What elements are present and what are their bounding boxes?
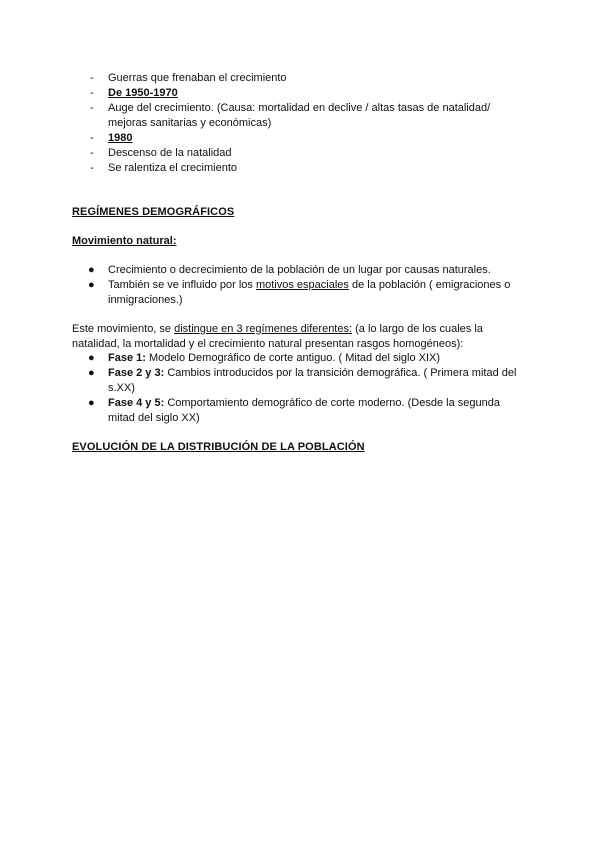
list-item	[88, 146, 508, 161]
dash-marker: -	[90, 102, 94, 114]
period-heading: 1980	[108, 132, 133, 144]
phase-label: Fase 2 y 3:	[108, 367, 165, 379]
list-item-text: Crecimiento o decrecimiento de la población de un lugar por causas naturales.	[108, 264, 491, 276]
bullet-icon: ●	[88, 367, 95, 379]
dash-marker: -	[90, 87, 94, 99]
bullet-icon: ●	[88, 352, 95, 364]
dash-marker: -	[90, 132, 94, 144]
dash-list	[88, 71, 508, 176]
phase-text: Cambios introducidos por la transición demográfica. ( Primera mitad del s.XX)	[108, 367, 517, 394]
bullet-icon: ●	[88, 264, 95, 276]
section-heading: EVOLUCIÓN DE LA DISTRIBUCIÓN DE LA POBLACIÓN	[72, 441, 365, 453]
list-item-text-post: de la población ( emigraciones o inmigraciones.)	[108, 279, 511, 306]
phase-label: Fase 1:	[108, 352, 146, 364]
list-item	[88, 161, 508, 176]
underlined-phrase: distingue en 3 regímenes diferentes:	[174, 323, 353, 335]
list-item-text: Se ralentiza el crecimiento	[108, 162, 238, 174]
intro-text-pre: Este movimiento, se	[72, 323, 175, 335]
section-heading: REGÍMENES DEMOGRÁFICOS	[72, 206, 235, 218]
dash-marker: -	[90, 72, 94, 84]
phase-label: Fase 4 y 5:	[108, 397, 165, 409]
list-item	[88, 131, 508, 146]
list-item	[88, 86, 508, 101]
list-item	[88, 366, 528, 396]
list-item	[88, 278, 528, 308]
list-item-text: Auge del crecimiento. (Causa: mortalidad en declive / altas tasas de natalidad/ mejoras sanitarias y económicas)	[108, 102, 491, 129]
period-heading: De 1950-1970	[108, 87, 178, 99]
subsection-heading: Movimiento natural:	[72, 235, 177, 247]
list-item-text-pre: También se ve influido por los	[108, 279, 256, 291]
intro-text-post: (a lo largo de los cuales la natalidad, la mortalidad y el crecimiento natural presentan rasgos homogéneos):	[72, 323, 483, 350]
phase-list	[88, 351, 528, 426]
list-item-text: Guerras que frenaban el crecimiento	[108, 72, 287, 84]
bullet-icon: ●	[88, 397, 95, 409]
phase-text: Comportamiento demográfico de corte moderno. (Desde la segunda mitad del siglo XX)	[108, 397, 500, 424]
underlined-phrase: motivos espaciales	[255, 279, 349, 291]
dash-marker: -	[90, 147, 94, 159]
list-item	[88, 101, 508, 131]
bullet-list	[88, 263, 528, 308]
list-item	[88, 351, 528, 366]
phase-text: Modelo Demográfico de corte antiguo. ( Mitad del siglo XIX)	[145, 352, 441, 364]
list-item	[88, 396, 528, 426]
list-item	[88, 263, 528, 278]
dash-marker: -	[90, 162, 94, 174]
list-item	[88, 71, 508, 86]
intro-paragraph	[72, 322, 502, 352]
bullet-icon: ●	[88, 279, 95, 291]
list-item-text: Descenso de la natalidad	[108, 147, 232, 159]
